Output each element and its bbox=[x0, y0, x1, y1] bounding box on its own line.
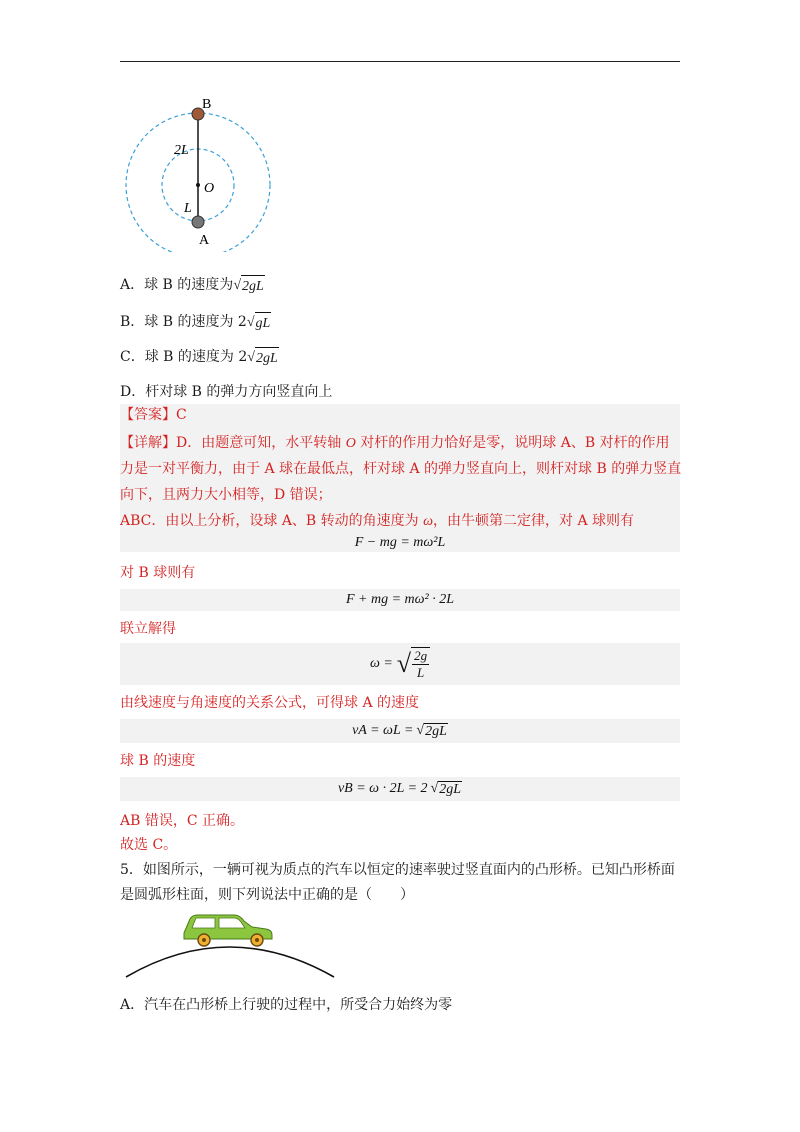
answer-label: 【答案】C bbox=[120, 407, 187, 423]
text-ball-b: 对 B 球则有 bbox=[120, 565, 196, 581]
label-o: O bbox=[204, 181, 215, 196]
question5-line-2: 是圆弧形柱面，则下列说法中正确的是（ ） bbox=[120, 887, 414, 903]
equation-1: F − mg = mω²L bbox=[354, 535, 446, 550]
text-choose: 故选 C。 bbox=[120, 837, 178, 853]
pivot-o bbox=[196, 183, 200, 187]
label-a: A bbox=[199, 233, 210, 248]
equation-5: vB = ω · 2L = 2 √ 2gL bbox=[120, 777, 680, 801]
label-2l: 2L bbox=[174, 143, 189, 158]
equation-4: vA = ωL = √ 2gL bbox=[120, 719, 680, 743]
option-d: D．杆对球 B 的弹力方向竖直向上 bbox=[120, 384, 333, 400]
detail-line-3: 向下，且两力大小相等，D 错误； bbox=[120, 487, 332, 503]
option-c: C．球 B 的速度为 2 √ 2gL bbox=[120, 346, 279, 370]
text-va: 由线速度与角速度的关系公式，可得球 A 的速度 bbox=[120, 695, 420, 711]
question5-line-1: 5．如图所示，一辆可视为质点的汽车以恒定的速率驶过竖直面内的凸形桥。已知凸形桥面 bbox=[120, 862, 675, 878]
equation-3: ω = √ $\frac{2g}{L}$ bbox=[120, 643, 680, 685]
text-vb: 球 B 的速度 bbox=[120, 753, 196, 769]
option-b: B．球 B 的速度为 2 √ gL bbox=[120, 311, 271, 335]
rotation-diagram bbox=[120, 92, 280, 252]
ball-a bbox=[192, 216, 204, 228]
bridge-arc bbox=[126, 947, 334, 977]
car-bridge-diagram bbox=[124, 905, 339, 985]
detail-line-1: 【详解】D．由题意可知，水平转轴 O 对杆的作用力恰好是零，说明球 A、B 对杆的作用 bbox=[120, 435, 670, 451]
detail-line-2: 力是一对平衡力，由于 A 球在最低点，杆对球 A 的弹力竖直向上，则杆对球 B 的弹力竖直 bbox=[120, 461, 682, 477]
equation-2: F + mg = mω² · 2L bbox=[120, 589, 680, 611]
option-a: A．球 B 的速度为 √ 2gL bbox=[120, 274, 265, 298]
header-rule bbox=[120, 61, 680, 62]
car-icon bbox=[184, 915, 272, 946]
text-ab-wrong: AB 错误，C 正确。 bbox=[120, 813, 245, 829]
text-solve: 联立解得 bbox=[120, 621, 176, 637]
question5-option-a: A．汽车在凸形桥上行驶的过程中，所受合力始终为零 bbox=[120, 997, 453, 1013]
detail-line-4: ABC．由以上分析，设球 A、B 转动的角速度为 ω，由牛顿第二定律，对 A 球则有 bbox=[120, 513, 635, 529]
label-b: B bbox=[202, 97, 212, 112]
label-l: L bbox=[184, 201, 192, 216]
